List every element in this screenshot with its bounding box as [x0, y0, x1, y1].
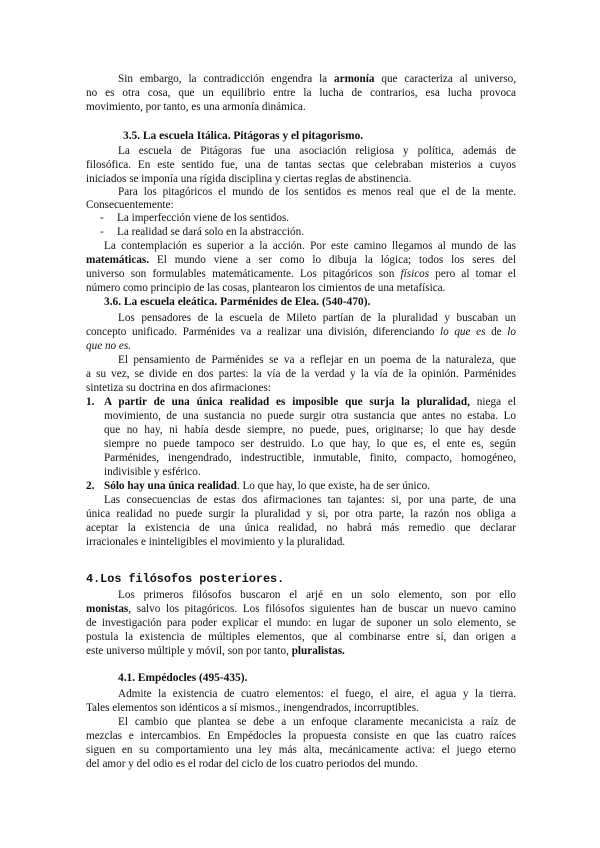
s41-p2-line-1: El cambio que plantea se debe a un enfoque claramente mecanicista a raíz de	[118, 716, 516, 728]
italic-phrase: lo que es	[439, 326, 486, 338]
s4-line-3: de investigación para poder explicar el mundo: en lugar de suponer un solo elemento, se	[86, 617, 516, 629]
bold-term-monistas: monistas	[86, 603, 129, 615]
s36-p1-line-3	[86, 339, 131, 353]
list-item-1-line: que no hay, ni había desde siempre, no puede, pues, originarse; lo que hay desde	[104, 424, 516, 436]
text-run: niega el	[469, 396, 516, 408]
list-number: 2.	[86, 480, 95, 492]
s36-p2-line-3: sintetiza su doctrina en dos afirmaciones:	[86, 382, 271, 394]
section-heading-3-5: 3.5. La escuela Itálica. Pitágoras y el pitagorismo.	[123, 130, 364, 142]
s35-p2-line-2: Consecuentemente:	[86, 199, 174, 211]
bold-term-matematicas: matemáticas.	[86, 254, 150, 266]
text-run: , salvo los pitagóricos. Los filósofos siguientes han de buscar un nuevo camino	[128, 603, 516, 615]
s41-p2-line-4: del amor y del odio es el rodar del ciclo de los cuatro periodos del mundo.	[86, 758, 418, 770]
s36-p3-line-2: única realidad no puede surgir la pluralidad y si, por otra parte, la razón nos obliga a	[86, 508, 516, 520]
text-run: . Lo que hay, lo que existe, ha de ser único.	[236, 480, 430, 492]
bullet-item: La realidad se dará solo en la abstracción.	[117, 226, 304, 238]
text-run: este universo múltiple y móvil, son por tanto,	[86, 645, 292, 657]
list-item-1-line: siempre no puede tampoco ser destruido. Lo que hay, lo que es, el ente es, según	[104, 438, 516, 450]
s35-p3-line-4: número como principio de las cosas, plantearon los cimientos de una metafísica.	[86, 282, 446, 294]
s41-p2-line-2: mezclas e intercambios. En Empédocles la propuesta consiste en que las cuatro raíces	[86, 730, 516, 742]
text-run: Sin embargo, la contradicción engendra la	[118, 73, 335, 85]
intro-line-3: movimiento, por tanto, es una armonía dinámica.	[86, 101, 306, 113]
s4-line-4: postula la existencia de múltiples elementos, que al combinarse entre sí, dan origen a	[86, 631, 516, 643]
text-run: que caracteriza al universo,	[374, 73, 517, 85]
section-heading-3-6: 3.6. La escuela eleática. Parménides de Elea. (540-470).	[104, 296, 371, 308]
section-heading-4-1: 4.1. Empédocles (495-435).	[118, 672, 248, 684]
s35-p1-line-2: filosófica. En este sentido fue, una de tantas sectas que celebraban misterios a cuyos	[86, 159, 516, 171]
s36-p3-line-1: Las consecuencias de estas dos afirmaciones tan tajantes: si, por una parte, de una	[104, 494, 516, 506]
bold-term-armonia: armonía	[334, 73, 375, 85]
bold-term-pluralistas: pluralistas.	[291, 645, 345, 657]
s4-line-5	[86, 644, 345, 658]
s36-p2-line-2: a su vez, se divide en dos partes: la vía de la verdad y la vía de la opinión. Parménides	[86, 368, 516, 380]
bold-statement: A partir de una única realidad es imposible que surja la pluralidad,	[104, 396, 470, 408]
s41-p2-line-3: siguen en su comportamiento una ley más alta, mecánicamente activa: el juego eterno	[86, 744, 516, 756]
section-heading-4: 4.Los filósofos posteriores.	[86, 572, 285, 586]
s4-line-1: Los primeros filósofos buscaron el arjé en un solo elemento, son por ello	[118, 589, 516, 601]
list-item-1-line: movimiento, de una sustancia no puede surgir otra sustancia que antes no estaba. Lo	[104, 410, 516, 422]
bullet-item: La imperfección viene de los sentidos.	[117, 212, 290, 224]
italic-term-fisicos: físicos	[400, 268, 430, 280]
list-item-1-line: Parménides, inengendrado, indestructible, inmutable, finito, compacto, homogéneo,	[104, 452, 516, 464]
s4-line-2	[86, 602, 516, 616]
italic-phrase: que no es.	[86, 340, 132, 352]
s41-p1-line-2: Tales elementos son idénticos a sí mismos., inengendrados, incorruptibles.	[86, 702, 419, 714]
bullet-dash: -	[100, 226, 104, 238]
intro-line-1	[118, 72, 516, 86]
text-run: de	[485, 326, 508, 338]
s35-p1-line-3: iniciados se imponía una rígida disciplina y ciertas reglas de abstinencia.	[86, 173, 412, 185]
s36-p3-line-3: aceptar la existencia de una única realidad, no habrá más remedio que declarar	[86, 522, 516, 534]
text-run: El mundo viene a ser como lo dibuja la lógica; todos los seres del	[149, 254, 516, 266]
list-item-2	[104, 479, 430, 493]
s35-p3-line-2	[86, 253, 516, 267]
s35-p3-line-1: La contemplación es superior a la acción. Por este camino llegamos al mundo de las	[104, 240, 516, 252]
s36-p2-line-1: El pensamiento de Parménides se va a reflejar en un poema de la naturaleza, que	[118, 354, 516, 366]
s36-p3-line-4: irracionales e ininteligibles el movimiento y la pluralidad.	[86, 536, 346, 548]
text-run: universo son formulables matemáticamente. Los pitagóricos son	[86, 268, 401, 280]
intro-line-2: no es otra cosa, que un equilibrio entre la lucha de contrarios, esa lucha provoca	[86, 87, 516, 99]
list-item-1-line-1	[104, 395, 516, 409]
s35-p3-line-3	[86, 267, 516, 281]
bullet-dash: -	[100, 212, 104, 224]
s36-p1-line-2	[86, 325, 516, 339]
list-number: 1.	[86, 396, 95, 408]
s41-p1-line-1: Admite la existencia de cuatro elementos: el fuego, el aire, el agua y la tierra.	[118, 688, 516, 700]
italic-phrase: lo	[507, 326, 516, 338]
s36-p1-line-1: Los pensadores de la escuela de Mileto partían de la pluralidad y buscaban un	[118, 312, 516, 324]
bold-statement: Sólo hay una única realidad	[104, 480, 237, 492]
s35-p2-line-1: Para los pitagóricos el mundo de los sentidos es menos real que el de la mente.	[118, 186, 516, 198]
s35-p1-line-1: La escuela de Pitágoras fue una asociación religiosa y política, además de	[118, 145, 516, 157]
text-run: pero al tomar el	[429, 268, 516, 280]
list-item-1-line: indivisible y esférico.	[104, 466, 201, 478]
text-run: concepto unificado. Parménides va a realizar una división, diferenciando	[86, 326, 440, 338]
